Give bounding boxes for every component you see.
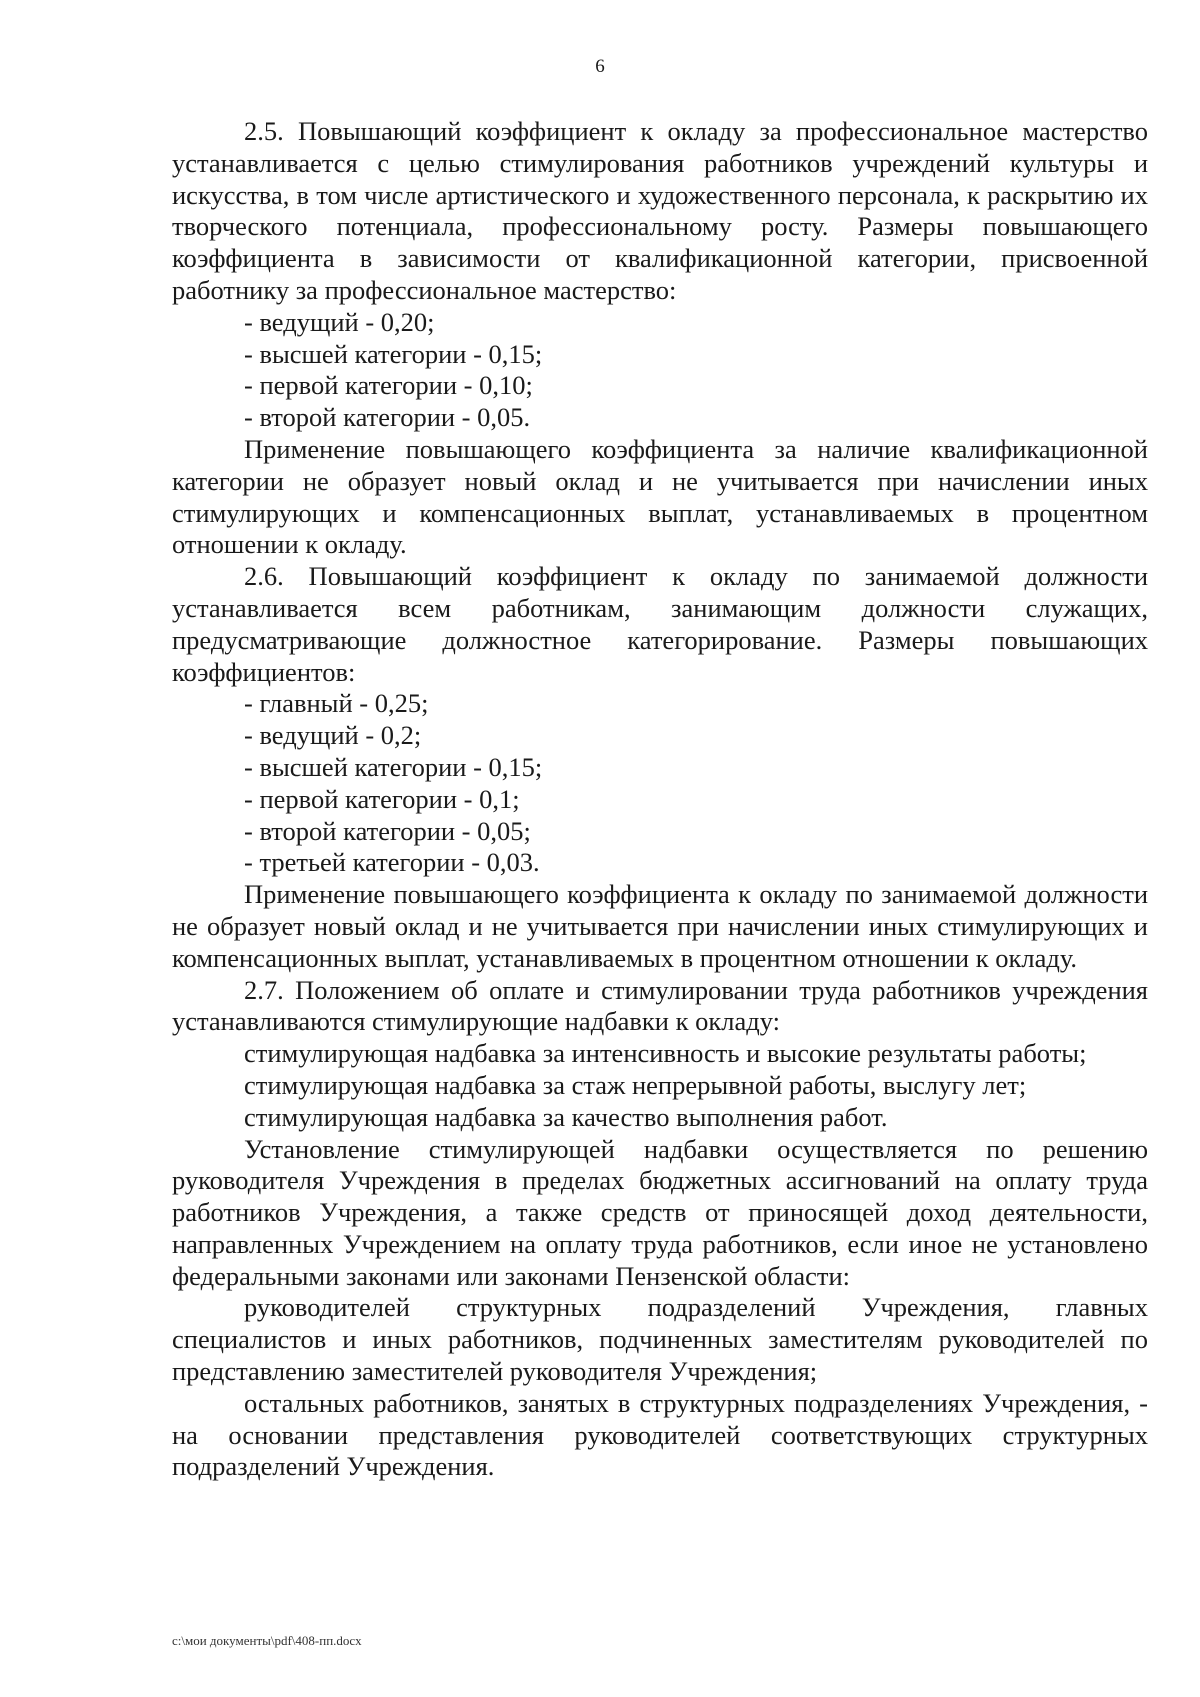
- section-2-5-intro: 2.5. Повышающий коэффициент к окладу за профессиональное мастерство устанавливается с целью стимулирования работников учреждений культуры и искусства, в том числе артистического и художественного персонала, к раскрытию их творческого потенциала, профессиональному росту. Размеры повышающего коэффициента в зависимости от квалификационной категории, присвоенной работнику за профессиональное мастерство:: [172, 116, 1148, 305]
- section-2-6-intro: 2.6. Повышающий коэффициент к окладу по занимаемой должности устанавливается всем работникам, занимающим должности служащих, предусматривающие должностное категорирование. Размеры повышающих коэффициентов:: [172, 561, 1148, 687]
- section-2-7-establishment: Установление стимулирующей надбавки осуществляется по решению руководителя Учреждения в пределах бюджетных ассигнований на оплату труда работников Учреждения, а также средств от приносящей доход деятельности, направленных Учреждением на оплату труда работников, если иное не установлено федеральными законами или законами Пензенской области:: [172, 1133, 1148, 1291]
- list-item: - ведущий - 0,20;: [244, 306, 435, 337]
- list-item: - второй категории - 0,05;: [244, 815, 531, 846]
- section-2-7-intro: 2.7. Положением об оплате и стимулировании труда работников учреждения устанавливаются стимулирующие надбавки к окладу:: [172, 974, 1148, 1037]
- section-2-5-application: Применение повышающего коэффициента за наличие квалификационной категории не образует новый оклад и не учитывается при начислении иных стимулирующих и компенсационных выплат, устанавливаемых в процентном отношении к окладу.: [172, 433, 1148, 560]
- list-item: - главный - 0,25;: [244, 688, 429, 719]
- list-item: - третьей категории - 0,03.: [244, 847, 540, 878]
- footer-file-path: c:\мои документы\pdf\408-пп.docx: [172, 1633, 362, 1648]
- bonus-item: стимулирующая надбавка за качество выполнения работ.: [244, 1101, 888, 1132]
- bonus-item: стимулирующая надбавка за интенсивность и высокие результаты работы;: [244, 1038, 1087, 1069]
- section-2-6-application: Применение повышающего коэффициента к окладу по занимаемой должности не образует новый оклад и не учитывается при начислении иных стимулирующих и компенсационных выплат, устанавливаемых в процентном отношении к окладу.: [172, 879, 1148, 973]
- list-item: - ведущий - 0,2;: [244, 720, 422, 751]
- bonus-item: стимулирующая надбавка за стаж непрерывной работы, выслугу лет;: [244, 1069, 1027, 1100]
- list-item: - второй категории - 0,05.: [244, 402, 531, 433]
- list-item: - высшей категории - 0,15;: [244, 751, 543, 782]
- section-2-7-others: остальных работников, занятых в структурных подразделениях Учреждения, - на основании представления руководителей соответствующих структурных подразделений Учреждения.: [172, 1387, 1148, 1482]
- section-2-7-heads: руководителей структурных подразделений Учреждения, главных специалистов и иных работников, подчиненных заместителям руководителей по представлению заместителей руководителя Учреждения;: [172, 1292, 1148, 1387]
- list-item: - высшей категории - 0,15;: [244, 338, 543, 369]
- document-body: [172, 116, 1148, 1483]
- list-item: - первой категории - 0,1;: [244, 783, 520, 814]
- page-number: 6: [595, 56, 605, 77]
- list-item: - первой категории - 0,10;: [244, 370, 533, 401]
